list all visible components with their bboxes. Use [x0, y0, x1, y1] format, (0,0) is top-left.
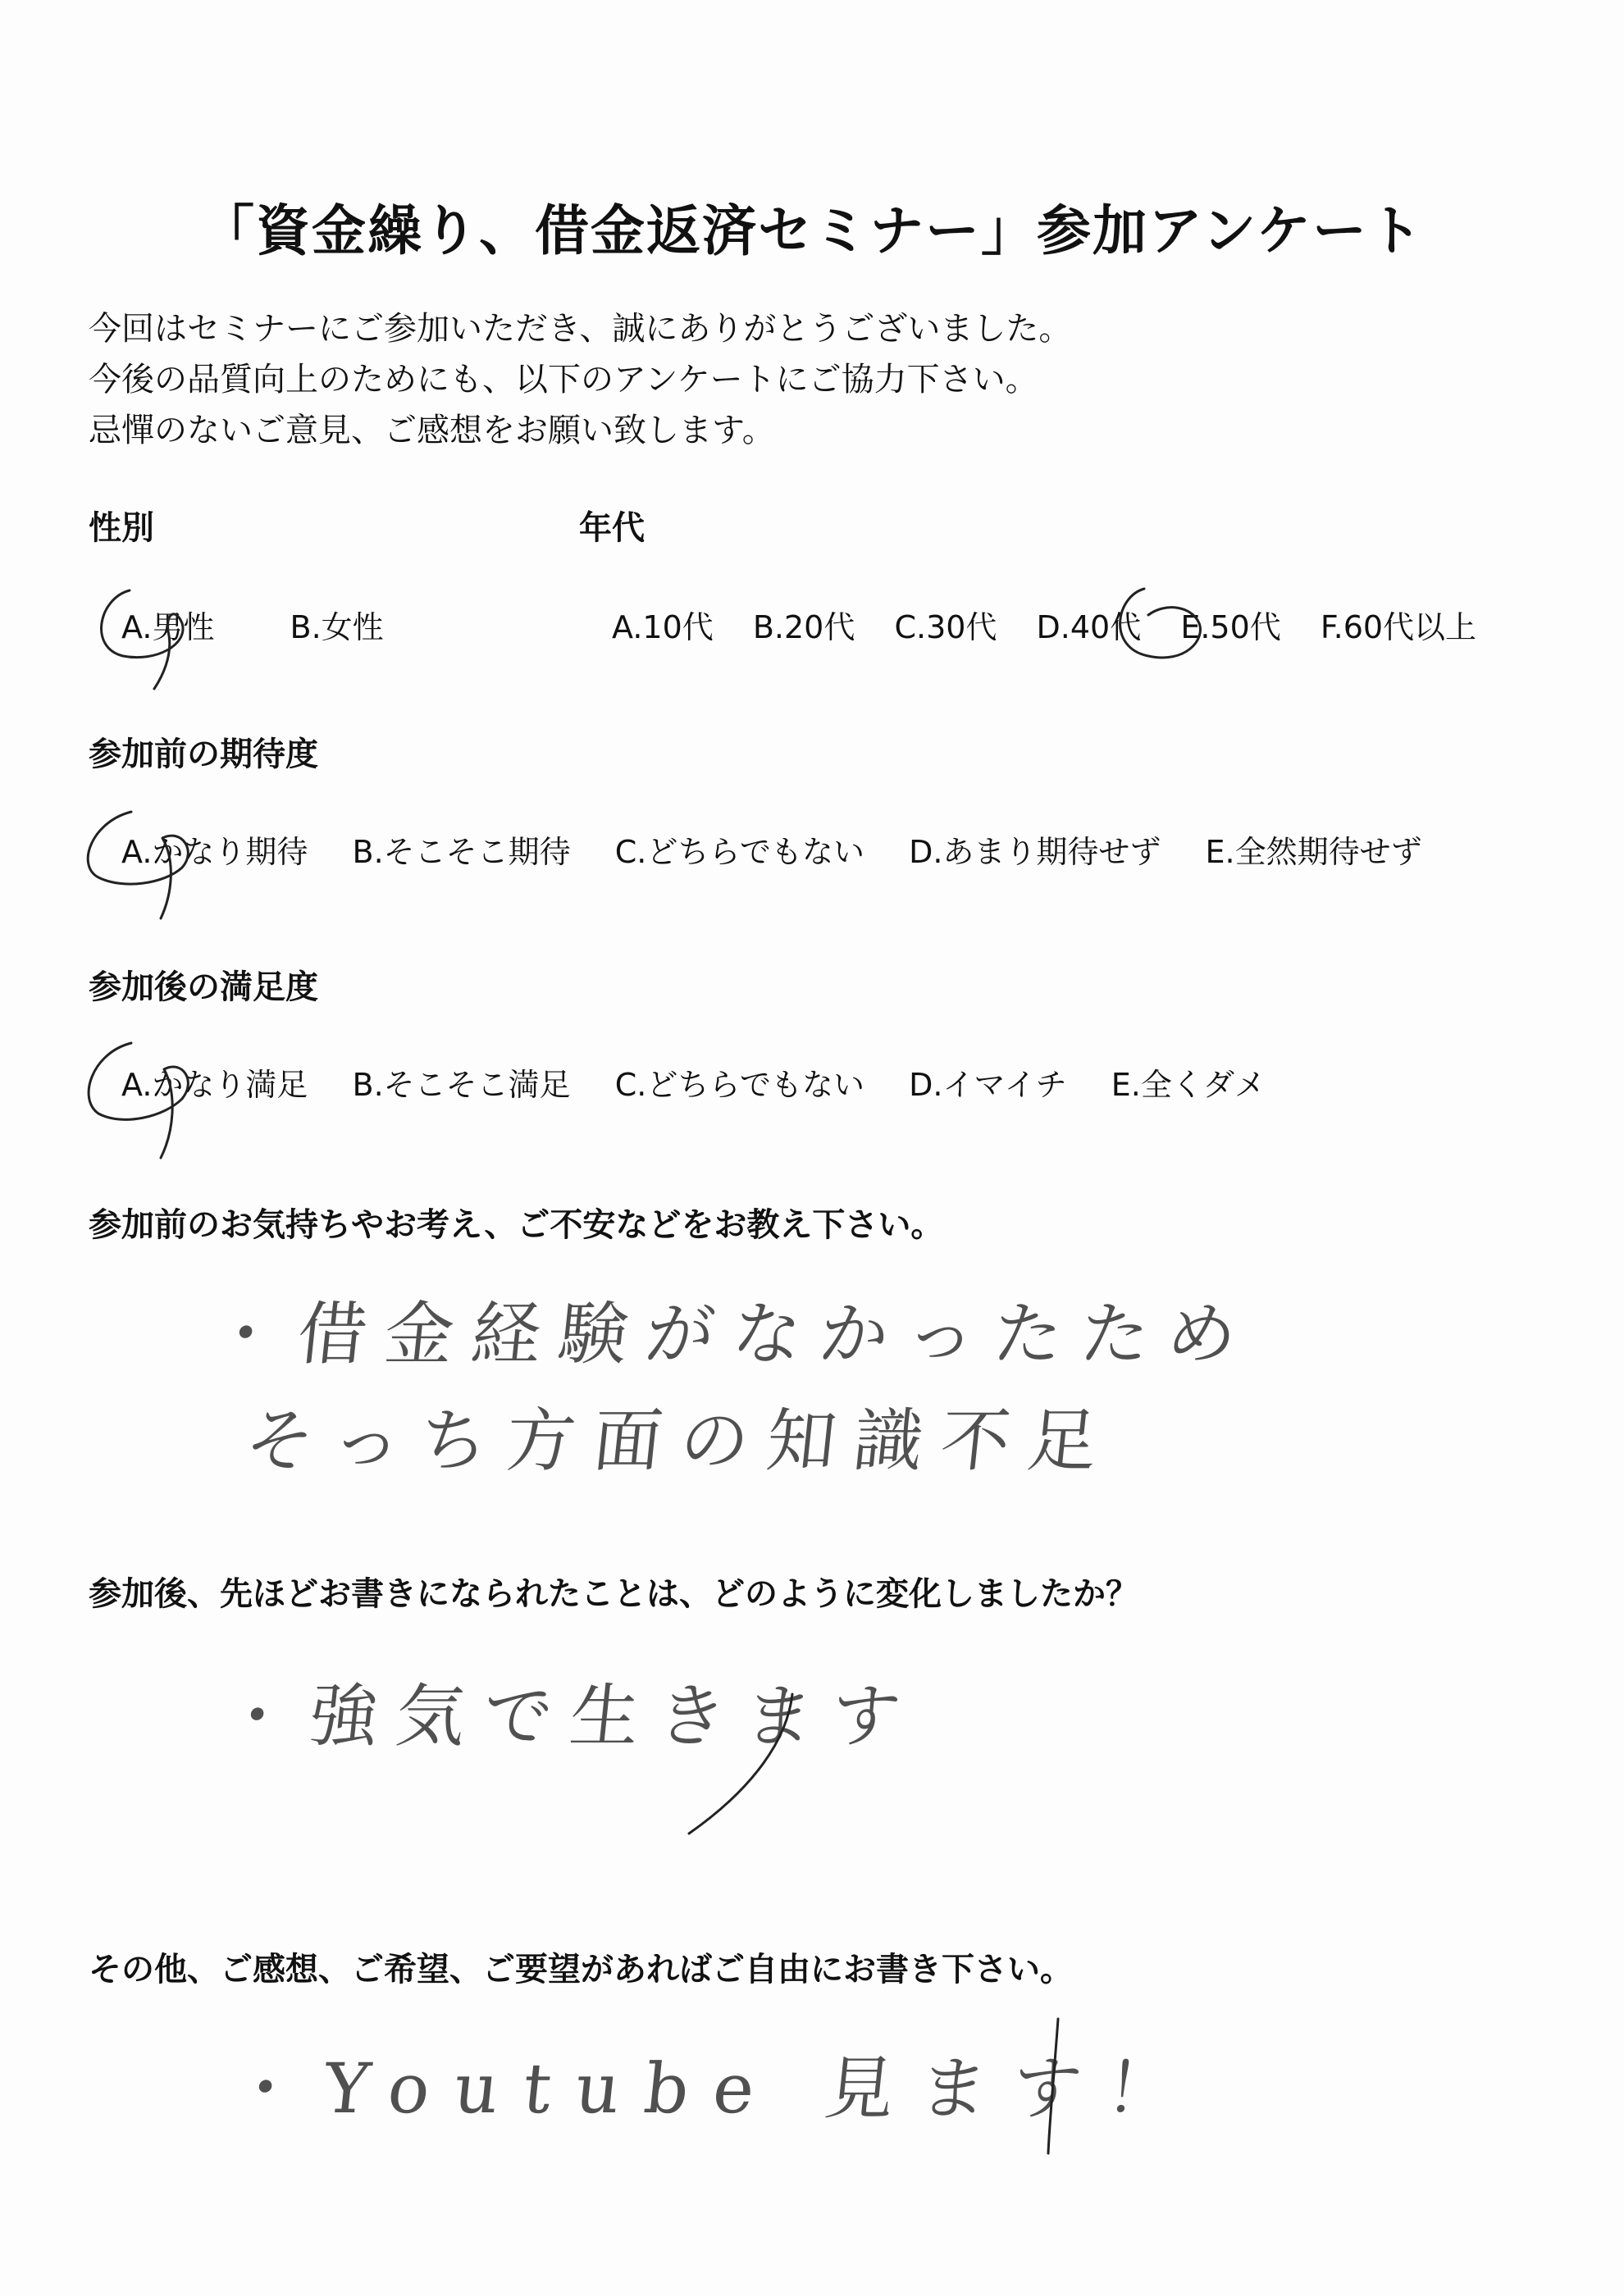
age-option-40s[interactable]: D.40代 [1036, 609, 1142, 645]
satisfaction-option-c[interactable]: C.どちらでもない [614, 1067, 864, 1103]
page-title: 「資金繰り、借金返済セミナー」参加アンケート [199, 199, 1425, 262]
intro-line: 忌憚のないご意見、ご感想をお願い致します。 [89, 412, 775, 449]
satisfaction-label: 参加後の満足度 [89, 968, 318, 1006]
selection-circle-satisfaction [89, 1043, 188, 1158]
age-option-50s[interactable]: E.50代 [1180, 609, 1281, 645]
gender-option-male[interactable]: A.男性 [121, 609, 215, 645]
expectation-option-c[interactable]: C.どちらでもない [614, 834, 864, 870]
answer-other-line-1: ・Youtube 見ます！ [226, 2048, 1204, 2129]
question-other-label: その他、ご感想、ご希望、ご要望があればご自由にお書き下さい。 [89, 1951, 1073, 1988]
expectation-option-b[interactable]: B.そこそこ期待 [352, 834, 571, 870]
question-before-label: 参加前のお気持ちやお考え、ご不安などをお教え下さい。 [89, 1206, 944, 1244]
intro-line: 今回はセミナーにご参加いただき、誠にありがとうございました。 [89, 310, 1072, 348]
selection-circle-expectation [88, 812, 188, 918]
age-option-20s[interactable]: B.20代 [752, 609, 855, 645]
handwriting-exclamation-stroke [1048, 2019, 1058, 2153]
selection-circle-gender [102, 590, 183, 689]
satisfaction-option-d[interactable]: D.イマイチ [909, 1067, 1067, 1103]
answer-after-line-1: ・強気で生きます [218, 1676, 923, 1756]
gender-option-female[interactable]: B.女性 [290, 609, 384, 645]
expectation-option-a[interactable]: A.かなり期待 [121, 834, 308, 870]
question-after-label: 参加後、先ほどお書きになられたことは、どのように変化しましたか？ [89, 1575, 1138, 1613]
age-label: 年代 [579, 509, 645, 547]
satisfaction-option-a[interactable]: A.かなり満足 [121, 1067, 308, 1103]
selection-circle-age [1120, 589, 1201, 658]
answer-before-line-1: ・借金経験がなかったため [207, 1294, 1259, 1374]
expectation-label: 参加前の期待度 [89, 736, 318, 773]
intro-line: 今後の品質向上のためにも、以下のアンケートにご協力下さい。 [89, 361, 1038, 399]
satisfaction-option-e[interactable]: E.全くダメ [1111, 1067, 1266, 1103]
expectation-option-d[interactable]: D.あまり期待せず [909, 834, 1161, 870]
age-option-10s[interactable]: A.10代 [612, 609, 714, 645]
age-option-30s[interactable]: C.30代 [894, 609, 997, 645]
age-option-60s-plus[interactable]: F.60代以上 [1320, 609, 1477, 645]
satisfaction-option-b[interactable]: B.そこそこ満足 [352, 1067, 571, 1103]
answer-before-line-2: そっち方面の知識不足 [241, 1401, 1120, 1481]
expectation-option-e[interactable]: E.全然期待せず [1205, 834, 1422, 870]
gender-label: 性別 [89, 509, 154, 547]
handwriting-tail-stroke [689, 1694, 792, 1834]
